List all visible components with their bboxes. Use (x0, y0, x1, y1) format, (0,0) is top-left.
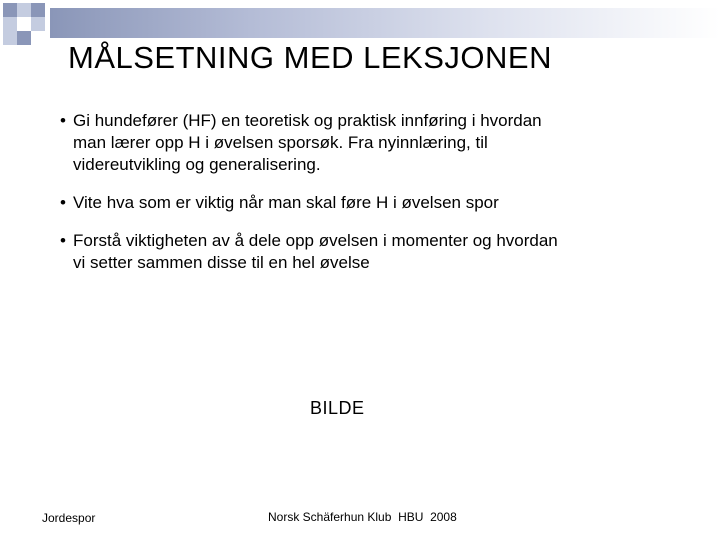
bullet-marker: • (60, 193, 66, 212)
bullet-line: Gi hundefører (HF) en teoretisk og praktisk innføring i hvordan (73, 111, 542, 130)
slide-title: MÅLSETNING MED LEKSJONEN (68, 40, 552, 75)
header-gradient-band (50, 8, 720, 38)
footer-center-text: Norsk Schäferhun Klub HBU 2008 (268, 510, 457, 524)
bullet-item (60, 230, 700, 274)
bullet-line: videreutvikling og generalisering. (73, 155, 321, 174)
bullet-item (60, 192, 700, 214)
bullet-line: Forstå viktigheten av å dele opp øvelsen i momenter og hvordan (73, 231, 558, 250)
bullet-line: vi setter sammen disse til en hel øvelse (73, 253, 370, 272)
bullet-list (60, 110, 700, 290)
image-placeholder-label: BILDE (310, 398, 365, 418)
bullet-marker: • (60, 231, 66, 250)
footer-left-text: Jordespor (42, 511, 96, 525)
bullet-marker: • (60, 111, 66, 130)
bullet-line: man lærer opp H i øvelsen sporsøk. Fra nyinnlæring, til (73, 133, 488, 152)
bullet-line: Vite hva som er viktig når man skal føre H i øvelsen spor (73, 193, 499, 212)
bullet-item (60, 110, 700, 176)
